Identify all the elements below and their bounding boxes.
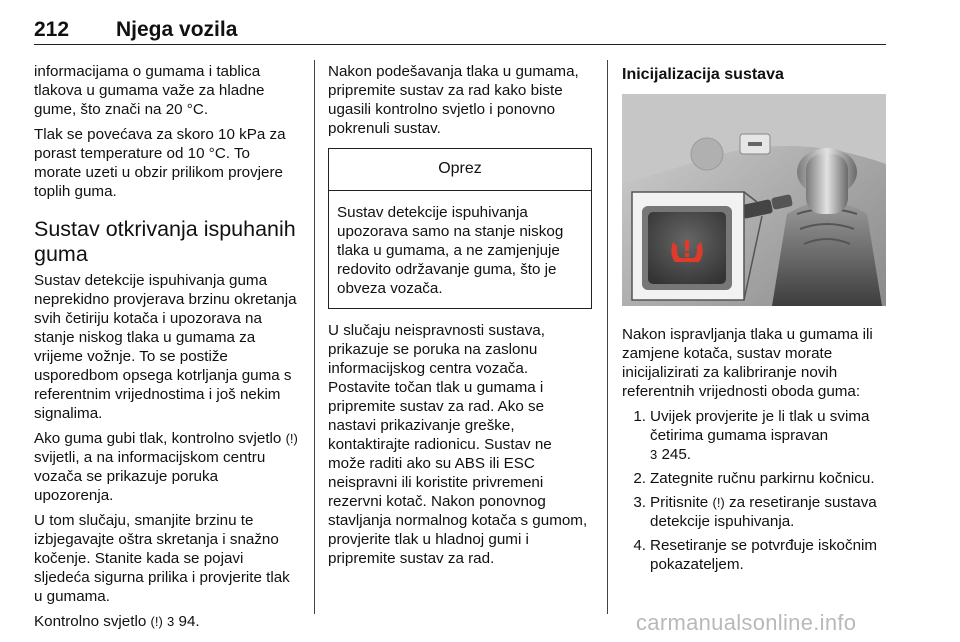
paragraph: Sustav detekcije ispuhivanja guma neprekidno provjerava brzinu okretanja svih četiriju kotača i upozorava na stanje niskog tlaka u gumama za vrijeme vožnje. To se postiže usporedbom opsega kotrljanja guma s referentnim vrijednostima i još nekim signalima.	[34, 272, 297, 422]
page-reference[interactable]: 94.	[178, 613, 200, 630]
paragraph: informacijama o gumama i tablica tlakova u gumama važe za hladne gume, što znači na 20 °C.	[34, 63, 265, 118]
page-header	[34, 10, 886, 45]
list-item: 2. Zategnite ručnu parkirnu kočnicu.	[633, 470, 875, 487]
paragraph: U tom slučaju, smanjite brzinu te izbjegavajte oštra skretanja i snažno kočenje. Stanite kada se pojavi sljedeća sigurna prilika i provjerite tlak u gumama.	[34, 512, 290, 605]
steps-list	[622, 407, 886, 574]
column-3	[622, 62, 886, 579]
tpms-warning-icon: (!)	[712, 495, 725, 510]
paragraph: Kontrolno svjetlo (!) 3 94.	[34, 613, 200, 630]
page-reference-icon: 3	[167, 614, 175, 629]
paragraph: Nakon podešavanja tlaka u gumama, pripremite sustav za rad kako biste ugasili kontrolno svjetlo i ponovno pokrenuli sustav.	[328, 63, 579, 137]
paragraph: Ako guma gubi tlak, kontrolno svjetlo (!) svijetli, a na informacijskom centru vozača se prikazuje poruka upozorenja.	[34, 430, 298, 504]
caution-text: Sustav detekcije ispuhivanja upozorava samo na stanje niskog tlaka u gumama, a ne zamjenjuje redovito održavanje guma, što je obveza vozača.	[337, 204, 564, 297]
caution-title: Oprez	[329, 149, 591, 191]
caution-box	[328, 148, 592, 309]
list-item: 4. Resetiranje se potvrđuje iskočnim pokazateljem.	[633, 537, 878, 573]
paragraph: Nakon ispravljanja tlaka u gumama ili zamjene kotača, sustav morate inicijalizirati za kalibriranje novih referentnih vrijednosti oboda guma:	[622, 326, 873, 400]
paragraph: U slučaju neispravnosti sustava, prikazuje se poruka na zaslonu informacijskog centra vozača. Postavite točan tlak u gumama i pripremite sustav za rad. Ako se nastavi prikazivanje greške, kontaktirajte radionicu. Sustav ne može raditi ako su ABS ili ESC neispravni ili koristite privremeni rezervni kotač. Nakon ponovnog stavljanja normalnog kotača s gumom, provjerite tlak u hladnoj gumi i pripremite sustav za rad.	[328, 322, 588, 567]
tpms-warning-icon: (!)	[285, 431, 298, 446]
column-1	[34, 62, 300, 637]
page-reference-icon: 3	[650, 447, 658, 462]
column-2	[328, 62, 592, 574]
page-number: 212	[34, 18, 70, 41]
chapter-title: Njega vozila	[116, 18, 238, 41]
column-divider	[314, 60, 315, 614]
page-reference[interactable]: 245.	[661, 446, 692, 463]
section-heading: Sustav otkrivanja ispuhanih guma	[34, 217, 296, 266]
tpms-button-photo	[622, 94, 886, 306]
list-item: 3. Pritisnite (!) za resetiranje sustava detekcije ispuhivanja.	[633, 494, 877, 530]
section-heading: Inicijalizacija sustava	[622, 66, 784, 83]
list-item: 1. Uvijek provjerite je li tlak u svima četirima gumama ispravan 3 245.	[633, 408, 870, 463]
tpms-warning-icon: (!)	[150, 614, 163, 629]
watermark: carmanualsonline.info	[636, 610, 857, 635]
column-divider	[607, 60, 608, 614]
paragraph: Tlak se povećava za skoro 10 kPa za porast temperature od 10 °C. To morate uzeti u obzir prilikom provjere toplih guma.	[34, 126, 286, 200]
